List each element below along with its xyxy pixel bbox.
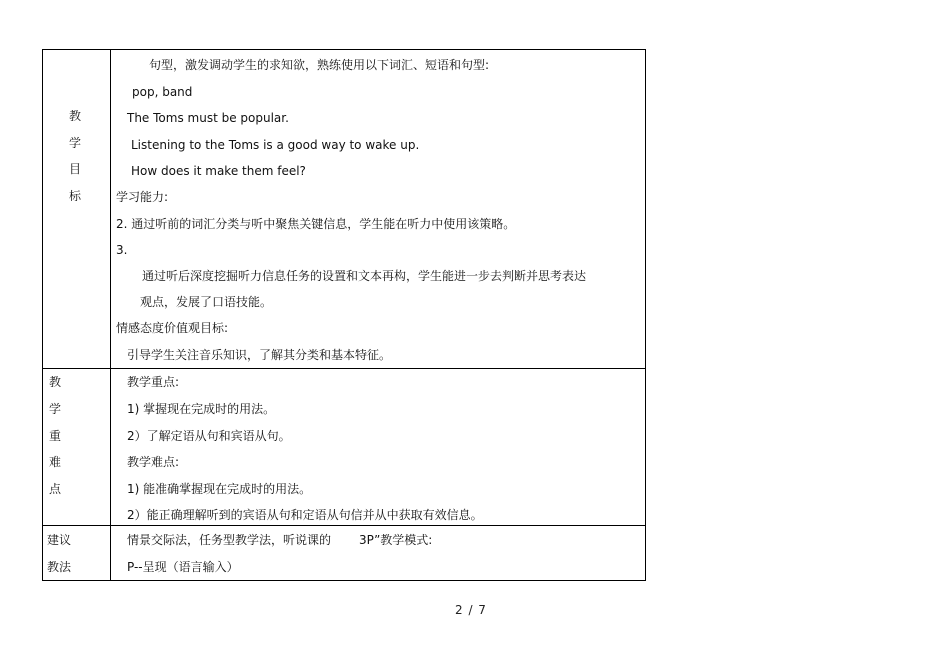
objectives-line: 句型，激发调动学生的求知欲，熟练使用以下词汇、短语和句型: <box>149 58 490 72</box>
key-points-label-char: 点 <box>48 482 61 496</box>
methods-line: P--呈现（语言输入） <box>127 560 239 574</box>
key-points-line: 教学难点: <box>127 455 180 469</box>
objectives-line: 学习能力: <box>116 190 169 204</box>
methods-label: 建议 <box>47 533 72 547</box>
methods-line: 情景交际法，任务型教学法，听说课的 <box>127 533 332 547</box>
objectives-line: Listening to the Toms is a good way to wake up. <box>131 138 420 152</box>
objectives-line: 通过听后深度挖掘听力信息任务的设置和文本再构，学生能进一步去判断并思考表达 <box>142 269 587 283</box>
objectives-line: pop, band <box>132 85 193 99</box>
objectives-line: 2. 通过听前的词汇分类与听中聚焦关键信息，学生能在听力中使用该策略。 <box>116 217 516 231</box>
objectives-line: 引导学生关注音乐知识，了解其分类和基本特征。 <box>127 348 392 362</box>
key-points-line: 1) 能准确掌握现在完成时的用法。 <box>127 482 312 496</box>
key-points-label-char: 重 <box>48 429 61 443</box>
methods-label: 教法 <box>47 560 72 574</box>
objectives-line: How does it make them feel? <box>131 164 306 178</box>
objectives-label-char: 目 <box>68 162 81 176</box>
key-points-line: 教学重点: <box>127 375 180 389</box>
label-column-divider <box>110 50 111 580</box>
objectives-label-char: 教 <box>68 109 81 123</box>
page-number: 2 / 7 <box>455 603 487 617</box>
lesson-plan-table <box>42 49 646 581</box>
objectives-label-char: 学 <box>68 136 81 150</box>
key-points-line: 1) 掌握现在完成时的用法。 <box>127 402 276 416</box>
key-points-label-char: 学 <box>48 402 61 416</box>
objectives-line: 观点，发展了口语技能。 <box>140 295 273 309</box>
key-points-label-char: 教 <box>48 375 61 389</box>
key-points-line: 2）能正确理解听到的宾语从句和定语从句信并从中获取有效信息。 <box>127 508 483 522</box>
key-points-label-char: 难 <box>48 455 61 469</box>
methods-line: 3P”教学模式: <box>359 533 433 547</box>
key-points-line: 2）了解定语从句和宾语从句。 <box>127 429 291 443</box>
objectives-label-char: 标 <box>68 189 81 203</box>
objectives-line: 3. <box>116 243 128 257</box>
row-divider-key-points <box>43 525 645 526</box>
objectives-line: The Toms must be popular. <box>127 111 289 125</box>
row-divider-objectives <box>43 368 645 369</box>
objectives-line: 情感态度价值观目标: <box>116 321 229 335</box>
